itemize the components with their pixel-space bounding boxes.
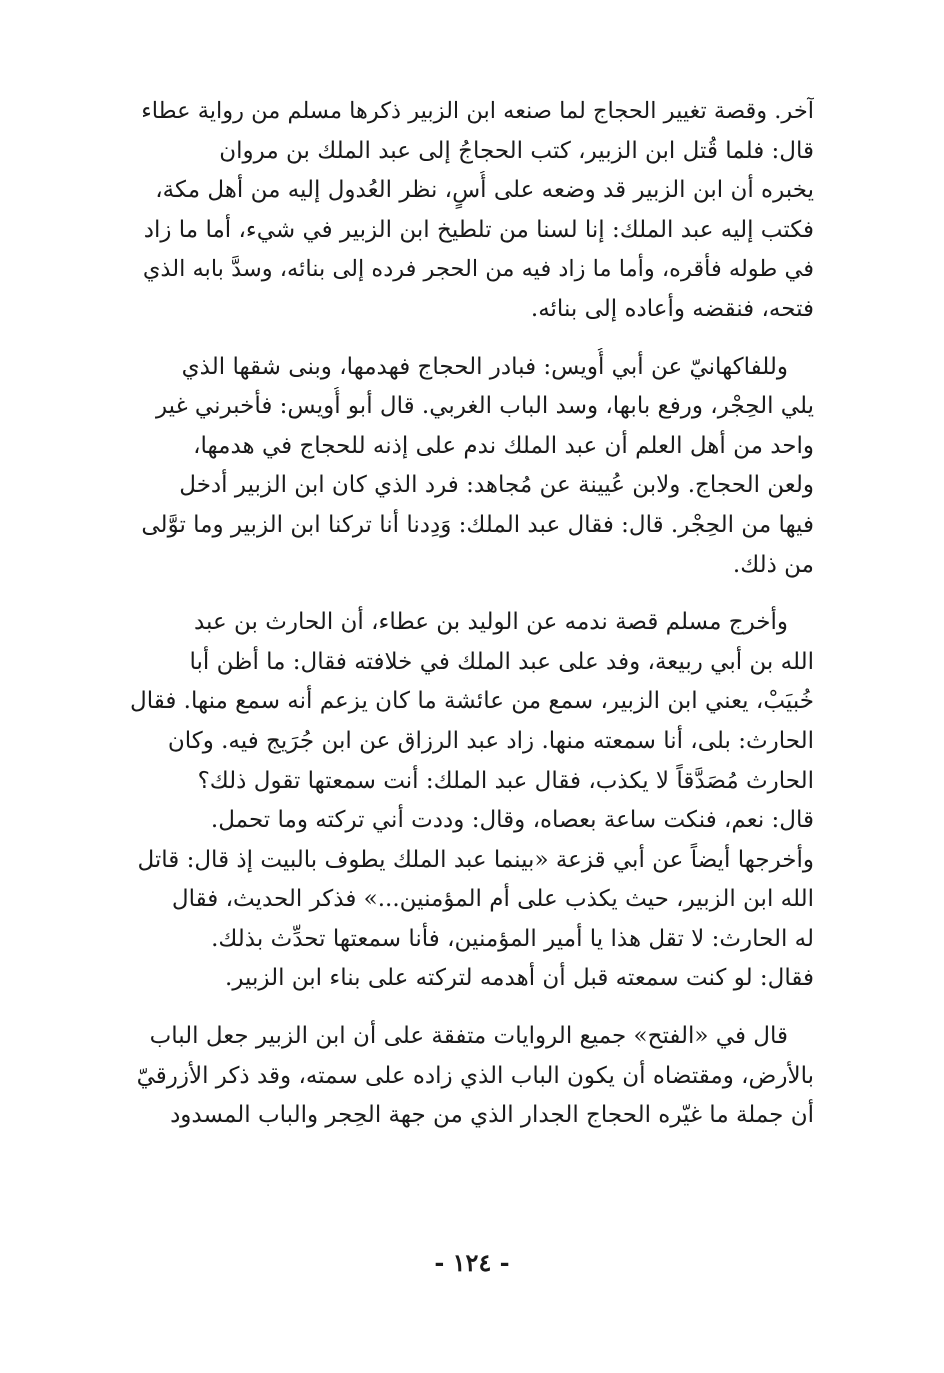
text-line: قال: فلما قُتل ابن الزبير، كتب الحجاجُ إلى عبد الملك بن مروان <box>219 137 814 164</box>
text-line: فيها من الحِجْر. قال: فقال عبد الملك: وَدِدنا أنا تركنا ابن الزبير وما توَّلى <box>141 511 814 538</box>
text-line: في طوله فأقره، وأما ما زاد فيه من الحجر فرده إلى بنائه، وسدَّ بابه الذي <box>142 256 814 283</box>
text-line: له الحارث: لا تقل هذا يا أمير المؤمنين، فأنا سمعتها تحدِّث بذلك. <box>211 925 814 952</box>
paragraph-3 <box>130 603 814 999</box>
text-line: قال: نعم، فنكت ساعة بعصاه، وقال: وددت أني تركته وما تحمل. <box>210 807 814 834</box>
text-line: يلي الحِجْر، ورفع بابها، وسد الباب الغربي. قال أبو أُويس: فأخبرني غير <box>155 393 814 420</box>
text-line: واحد من أهل العلم أن عبد الملك ندم على إذنه للحجاج في هدمها، <box>193 432 814 459</box>
paragraph-2 <box>130 348 814 586</box>
text-line: الحارث: بلى، أنا سمعته منها. زاد عبد الرزاق عن ابن جُرَيج فيه. وكان <box>167 727 814 754</box>
paragraph-4 <box>130 1017 814 1136</box>
text-line: فكتب إليه عبد الملك: إنا لسنا من تلطيخ ابن الزبير في شيء، أما ما زاد <box>143 216 814 243</box>
text-line: فتحه، فنقضه وأعاده إلى بنائه. <box>530 295 814 322</box>
text-line: فقال: لو كنت سمعته قبل أن أهدمه لتركته على بناء ابن الزبير. <box>225 965 814 992</box>
text-line: الحارث مُصَدَّقاً لا يكذب، فقال عبد الملك: أنت سمعتها تقول ذلك؟ <box>197 767 814 794</box>
text-line: وللفاكهانيّ عن أبي أُويس: فبادر الحجاج فهدمها، وبنى شقها الذي <box>181 353 788 380</box>
text-line: آخر. وقصة تغيير الحجاج لما صنعه ابن الزبير ذكرها مسلم من رواية عطاء <box>141 98 814 124</box>
text-line: الله ابن الزبير، حيث يكذب على أم المؤمنين...» فذكر الحديث، فقال <box>171 886 814 913</box>
text-line: أن جملة ما غيّره الحجاج الجدار الذي من جهة الحِجر والباب المسدود <box>170 1102 814 1129</box>
paragraph-1 <box>130 92 814 330</box>
page-body <box>130 92 814 1136</box>
text-line: قال في «الفتح» جميع الروايات متفقة على أن ابن الزبير جعل الباب <box>149 1023 788 1050</box>
text-line: وأخرجها أيضاً عن أبي قزعة «بينما عبد الملك يطوف بالبيت إذ قال: قاتل <box>137 846 814 873</box>
text-line: ولعن الحجاج. ولابن عُيينة عن مُجاهد: فرد الذي كان ابن الزبير أدخل <box>179 472 814 499</box>
text-line: الله بن أبي ربيعة، وفد على عبد الملك في خلافته فقال: ما أظن أبا <box>189 648 814 675</box>
text-line: وأخرج مسلم قصة ندمه عن الوليد بن عطاء، أن الحارث بن عبد <box>193 609 788 636</box>
text-line: خُبيَبْ، يعني ابن الزبير، سمع من عائشة ما كان يزعم أنه سمع منها. فقال <box>130 688 814 715</box>
text-line: يخبره أن ابن الزبير قد وضعه على أُسٍ، نظر العُدول إليه من أهل مكة، <box>155 177 814 204</box>
text-line: بالأرض، ومقتضاه أن يكون الباب الذي زاده على سمته، وقد ذكر الأزرقيّ <box>136 1062 814 1089</box>
text-line: من ذلك. <box>732 551 814 578</box>
page-number: - ١٢٤ - <box>434 1248 510 1277</box>
